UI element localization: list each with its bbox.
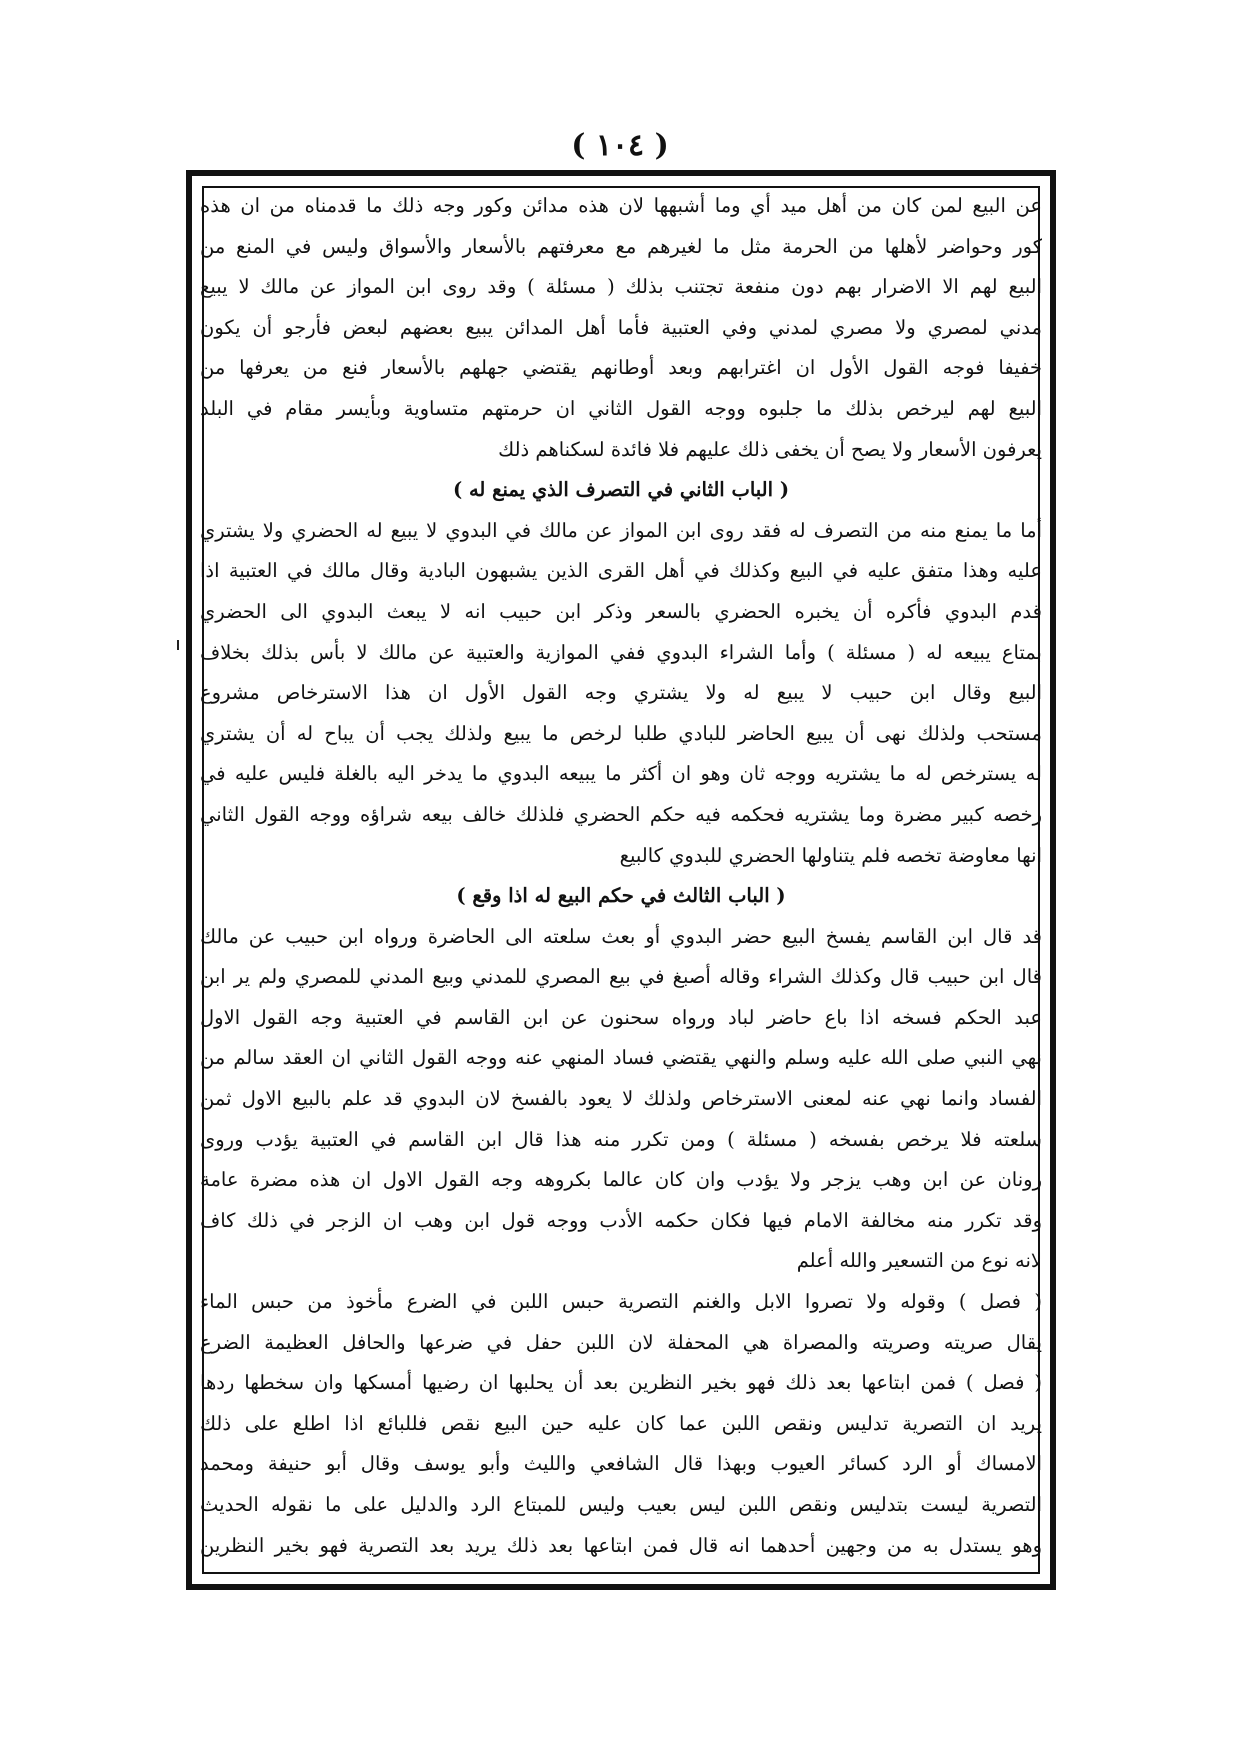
text-line: بمتاع يبيعه له ( مسئلة ) وأما الشراء البدوي ففي الموازية والعتبية عن مالك لا بأس بذلك بخلاف (200, 640, 1042, 664)
text-line: قدم البدوي فأكره أن يخبره الحضري بالسعر وذكر ابن حبيب انه لا يبعث البدوي الى الحضري (200, 599, 1042, 623)
text-line: عليه وهذا متفق عليه في البيع وكذلك في أهل القرى الذين يشبهون البادية وقال مالك في العتبية اذا (200, 559, 1042, 583)
margin-mark (177, 640, 179, 650)
text-line: نهي النبي صلى الله عليه وسلم والنهي يقتضي فساد المنهي عنه ووجه القول الثاني ان العقد سالم من (200, 1046, 1042, 1070)
text-line: يعرفون الأسعار ولا يصح أن يخفى ذلك عليهم فلا فائدة لسكناهم ذلك (498, 437, 1042, 461)
text-line: مدني لمصري ولا مصري لمدني وفي العتبية فأما أهل المدائن يبيع بعضهم لبعض فأرجو أن يكون (200, 315, 1042, 339)
text-line: خفيفا فوجه القول الأول ان اغترابهم وبعد أوطانهم يقتضي جهلهم بالأسعار فنع من يعرفها من (200, 356, 1042, 380)
text-line: مستحب ولذلك نهى أن يبيع الحاضر للبادي طلبا لرخص ما يبيع ولذلك يجب أن يباح له أن يشتري (200, 721, 1042, 745)
text-line: الامساك أو الرد كسائر العيوب وبهذا قال الشافعي والليث وأبو يوسف وقال أبو حنيفة ومحمد (200, 1452, 1042, 1476)
text-line: البيع وقال ابن حبيب لا يبيع له ولا يشتري وجه القول الأول ان هذا الاسترخاص مشروع (200, 681, 1042, 705)
text-line: عبد الحكم فسخه اذا باع حاضر لباد ورواه سحنون عن ابن القاسم في العتبية وجه القول الاول (200, 1005, 1042, 1029)
text-line: له يسترخص له ما يشتريه ووجه ثان وهو ان أكثر ما يبيعه البدوي ما يدخر اليه بالغلة فليس عليه في (200, 762, 1042, 786)
text-line: انها معاوضة تخصه فلم يتناولها الحضري للبدوي كالبيع (619, 843, 1042, 867)
text-line: ( فصل ) فمن ابتاعها بعد ذلك فهو بخير النظرين بعد أن يحلبها ان رضيها أمسكها وان سخطها ردها (200, 1371, 1042, 1395)
text-line: يقال صريته وصريته والمصراة هي المحفلة لان اللبن حفل في ضرعها والحافل العظيمة الضرع (200, 1330, 1042, 1354)
text-line: البيع لهم الا الاضرار بهم دون منفعة تجتنب بذلك ( مسئلة ) وقد روى ابن المواز عن مالك لا يبيع (200, 275, 1042, 299)
text-line: كور وحواضر لأهلها من الحرمة مثل ما لغيرهم مع معرفتهم بالأسعار والأسواق وليس في المنع من (200, 234, 1042, 258)
text-line: يريد ان التصرية تدليس ونقص اللبن عما كان عليه حين البيع نقص فللبائع اذا اطلع على ذلك (200, 1411, 1042, 1435)
body-text (200, 186, 1042, 1566)
page-number: ( ١٠٤ ) (571, 128, 669, 163)
text-line: رخصه كبير مضرة وما يشتريه فحكمه فيه حكم الحضري فلذلك خالف بيعه شراؤه ووجه القول الثاني (200, 802, 1042, 826)
text-line: البيع لهم ليرخص بذلك ما جلبوه ووجه القول الثاني ان حرمتهم متساوية وبأيسر مقام في البلد (200, 396, 1042, 420)
text-line: قال ابن حبيب قال وكذلك الشراء وقاله أصبغ في بيع المصري للمدني وبيع المدني للمصري ولم ير ابن (200, 965, 1042, 989)
text-line: ( فصل ) وقوله ولا تصروا الابل والغنم التصرية حبس اللبن في الضرع مأخوذ من حبس الماء (200, 1290, 1042, 1314)
chapter-heading: ( الباب الثالث في حكم البيع له اذا وقع ) (456, 884, 786, 908)
text-line: سلعته فلا يرخص بفسخه ( مسئلة ) ومن تكرر منه هذا قال ابن القاسم في العتبية يؤدب وروى (200, 1127, 1042, 1151)
text-line: الفساد وانما نهي عنه لمعنى الاسترخاص ولذلك لا يعود بالفسخ لان البدوي قد علم بالبيع الاول ثمن (200, 1087, 1042, 1111)
text-line: التصرية ليست بتدليس ونقص اللبن ليس بعيب وليس للمبتاع الرد والدليل على ما نقوله الحديث (200, 1493, 1042, 1516)
text-line: زونان عن ابن وهب يزجر ولا يؤدب وان كان عالما بكروهه وجه القول الاول ان هذه مضرة عامة (200, 1168, 1042, 1192)
text-line: لانه نوع من التسعير والله أعلم (796, 1249, 1042, 1273)
text-line: قد قال ابن القاسم يفسخ البيع حضر البدوي أو بعث سلعته الى الحاضرة ورواه ابن حبيب عن مالك (200, 924, 1042, 948)
text-line: وهو يستدل به من وجهين أحدهما انه قال فمن ابتاعها بعد ذلك يريد بعد التصرية فهو بخير النظرين (200, 1533, 1042, 1557)
text-line: وقد تكرر منه مخالفة الامام فيها فكان حكمه الأدب ووجه قول ابن وهب ان الزجر في ذلك كاف (200, 1208, 1042, 1232)
text-line: أما ما يمنع منه من التصرف له فقد روى ابن المواز عن مالك في البدوي لا يبيع له الحضري ولا يشتري (200, 518, 1042, 542)
chapter-heading: ( الباب الثاني في التصرف الذي يمنع له ) (452, 478, 790, 502)
text-line: عن البيع لمن كان من أهل ميد أي وما أشبهها لان هذه مدائن وكور وجه ذلك ما قدمناه من ان هذه (200, 194, 1042, 217)
